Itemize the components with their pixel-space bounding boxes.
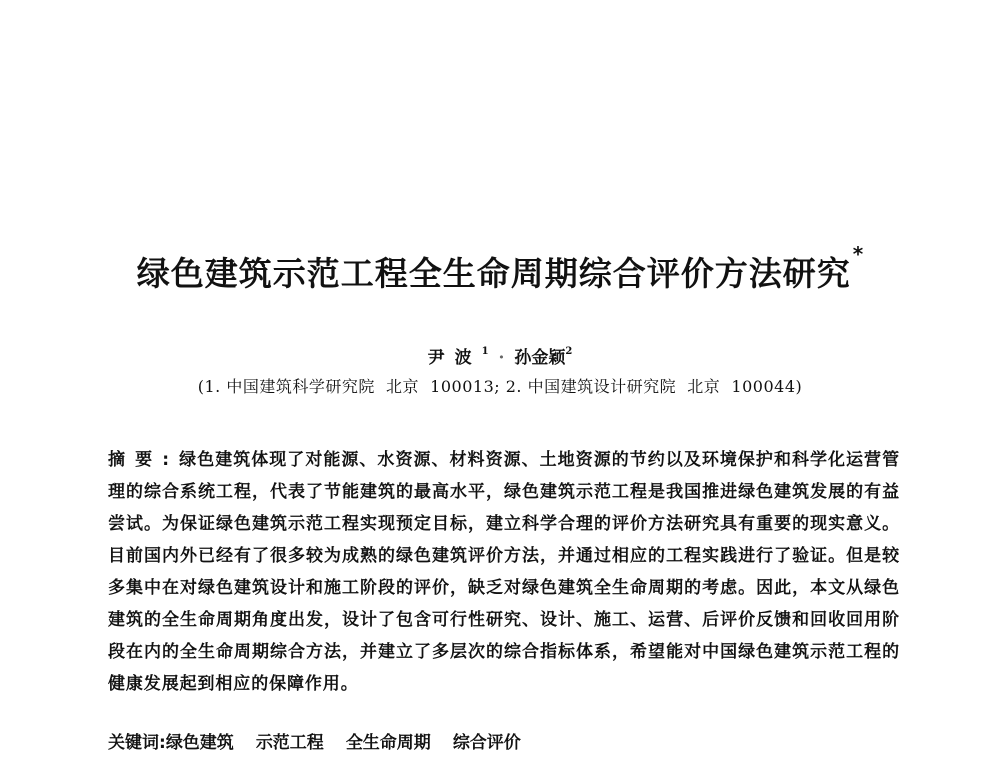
keyword: 绿色建筑 — [165, 733, 234, 753]
keyword: 示范工程 — [255, 733, 324, 753]
author-line — [0, 343, 1000, 368]
abstract — [108, 444, 900, 700]
abstract-label: 摘要: — [108, 450, 180, 470]
keywords — [108, 728, 900, 753]
keywords-label: 关键词: — [108, 733, 166, 753]
keyword: 全生命周期 — [345, 733, 431, 753]
affiliation-line: (1. 中国建筑科学研究院 北京 100013; 2. 中国建筑设计研究院 北京 100044) — [197, 377, 803, 396]
author-separator: · — [498, 348, 505, 368]
abstract-text: 绿色建筑体现了对能源、水资源、材料资源、土地资源的节约以及环境保护和科学化运营管理的综合系统工程，代表了节能建筑的最高水平，绿色建筑示范工程是我国推进绿色建筑发展的有益尝试。为保证绿色建筑示范工程实现预定目标，建立科学合理的评价方法研究具有重要的现实意义。目前国内外已经有了很多较为成熟的绿色建筑评价方法，并通过相应的工程实践进行了验证。但是较多集中在对绿色建筑设计和施工阶段的评价，缺乏对绿色建筑全生命周期的考虑。因此，本文从绿色建筑的全生命周期角度出发，设计了包含可行性研究、设计、施工、运营、后评价反馈和回收回用阶段在内的全生命周期综合方法，并建立了多层次的综合指标体系，希望能对中国绿色建筑示范工程的健康发展起到相应的保障作用。 — [108, 450, 900, 694]
title-footnote-mark: * — [852, 242, 864, 266]
keyword: 综合评价 — [452, 733, 521, 753]
title-block — [0, 242, 1000, 295]
paper-title: 绿色建筑示范工程全生命周期综合评价方法研究 — [136, 254, 851, 293]
author-affiliation-mark: 1 — [481, 346, 489, 358]
author-name: 孙金颖 — [514, 348, 566, 368]
author-affiliation-mark: 2 — [565, 346, 573, 358]
author-name: 尹波 — [427, 348, 482, 368]
